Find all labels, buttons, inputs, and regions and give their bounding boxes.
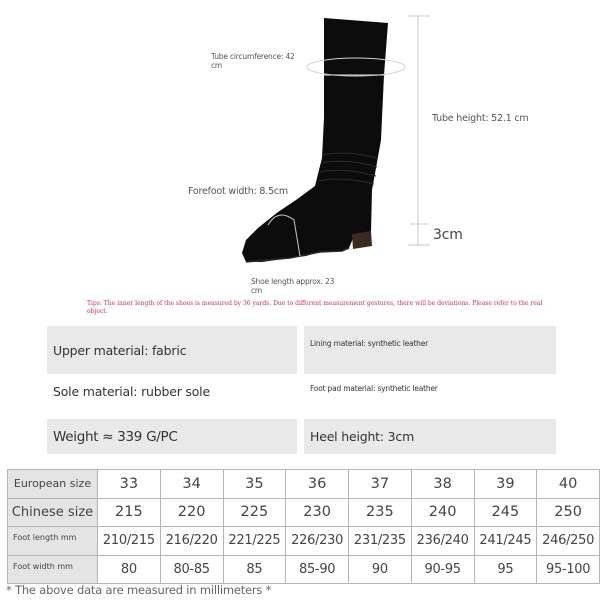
weight-panel [47, 419, 297, 454]
upper-material-text: Upper material: fabric [53, 342, 187, 358]
measurement-tips: Tips: The inner length of the shoes is measured by 36 yards. Due to different measurement gestures, there will be deviations. Please refer to the real object. [87, 300, 543, 315]
sole-material-panel [47, 376, 297, 406]
table-cell: 215 [98, 498, 161, 527]
table-cell: 236/240 [411, 527, 474, 556]
table-cell: 226/230 [286, 527, 349, 556]
table-cell: 80-85 [160, 555, 223, 584]
lining-material-text: Lining material: synthetic leather [310, 339, 429, 348]
table-cell: 39 [474, 470, 537, 499]
table-cell: 240 [411, 498, 474, 527]
table-cell: 221/225 [223, 527, 286, 556]
table-cell: 231/235 [349, 527, 412, 556]
row-header: Foot length mm [8, 527, 98, 556]
heel-height-marker: 3cm [433, 227, 463, 243]
table-cell: 235 [349, 498, 412, 527]
table-cell: 90-95 [411, 555, 474, 584]
shoe-length-label [251, 277, 334, 295]
table-row-european-size [8, 470, 600, 499]
table-cell: 37 [349, 470, 412, 499]
table-row-foot-width [8, 555, 600, 584]
table-cell: 33 [98, 470, 161, 499]
row-header: European size [8, 470, 98, 499]
boot-product-image [0, 0, 606, 300]
size-chart-table [7, 469, 600, 584]
row-header: Chinese size [8, 498, 98, 527]
lining-material-panel [304, 326, 556, 374]
table-cell: 210/215 [98, 527, 161, 556]
tube-circumference-line1: Tube circumference: 42 [211, 52, 295, 61]
heel-height-text: Heel height: 3cm [310, 429, 415, 444]
table-cell: 241/245 [474, 527, 537, 556]
table-cell: 80 [98, 555, 161, 584]
table-cell: 225 [223, 498, 286, 527]
shoe-length-line2: cm [251, 286, 263, 295]
tube-height-label: Tube height: 52.1 cm [432, 113, 529, 124]
table-cell: 90 [349, 555, 412, 584]
table-cell: 35 [223, 470, 286, 499]
table-cell: 220 [160, 498, 223, 527]
table-row-chinese-size [8, 498, 600, 527]
sole-material-text: Sole material: rubber sole [53, 383, 210, 399]
table-cell: 85 [223, 555, 286, 584]
table-cell: 230 [286, 498, 349, 527]
table-cell: 246/250 [537, 527, 600, 556]
table-cell: 36 [286, 470, 349, 499]
table-cell: 34 [160, 470, 223, 499]
foot-pad-material-panel [304, 376, 556, 400]
tube-circumference-label [211, 52, 295, 70]
table-cell: 245 [474, 498, 537, 527]
table-cell: 38 [411, 470, 474, 499]
table-cell: 95 [474, 555, 537, 584]
row-header: Foot width mm [8, 555, 98, 584]
table-cell: 95-100 [537, 555, 600, 584]
table-row-foot-length [8, 527, 600, 556]
table-cell: 250 [537, 498, 600, 527]
forefoot-width-label: Forefoot width: 8.5cm [188, 186, 288, 197]
foot-pad-material-text: Foot pad material: synthetic leather [310, 383, 438, 393]
tube-height-guide [408, 16, 430, 245]
heel-height-panel [304, 419, 556, 454]
table-cell: 85-90 [286, 555, 349, 584]
measurement-footnote: * The above data are measured in millimeters * [6, 583, 272, 597]
table-cell: 216/220 [160, 527, 223, 556]
table-cell: 40 [537, 470, 600, 499]
upper-material-panel [47, 326, 297, 374]
tube-circumference-line2: cm [211, 61, 223, 70]
weight-text: Weight ≈ 339 G/PC [53, 428, 178, 445]
shoe-length-line1: Shoe length approx. 23 [251, 277, 335, 286]
